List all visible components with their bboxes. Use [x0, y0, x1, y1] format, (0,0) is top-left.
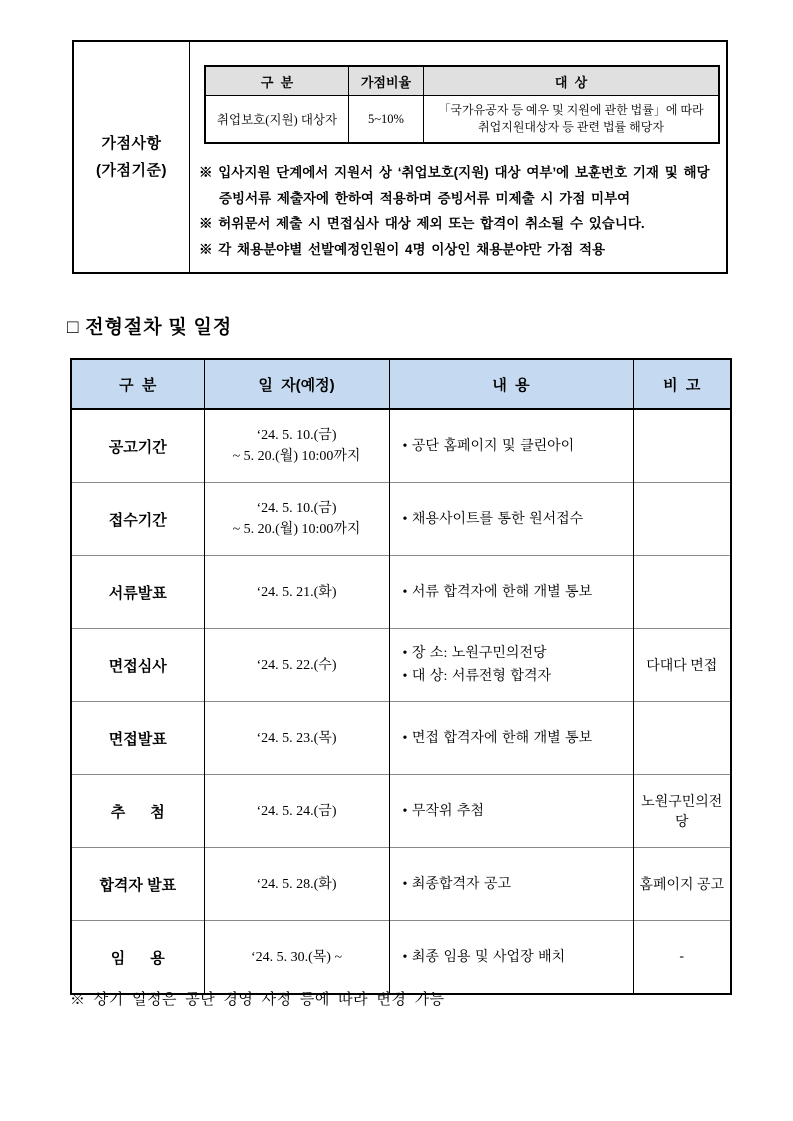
schedule-date	[204, 409, 389, 483]
schedule-date-line: ‘24. 5. 22.(수)	[256, 657, 337, 673]
bonus-target-line2: 취업지원대상자 등 관련 법률 해당자	[478, 120, 664, 134]
schedule-content-line: • 서류 합격자에 한해 개별 통보	[402, 584, 593, 600]
schedule-header-content: 내 용	[389, 359, 633, 409]
bonus-target-line1: 「국가유공자 등 예우 및 지원에 관한 법률」에 따라	[438, 103, 704, 117]
bonus-label-line2: (가점기준)	[96, 162, 167, 179]
schedule-row-final-result	[71, 848, 731, 921]
schedule-date-line: ~ 5. 20.(월) 10:00까지	[232, 449, 361, 464]
schedule-remark: 다대다 면접	[633, 629, 731, 702]
schedule-content	[389, 848, 633, 921]
schedule-category: 공고기간	[71, 409, 204, 483]
schedule-remark	[633, 409, 731, 483]
schedule-date	[204, 483, 389, 556]
schedule-date-line: ‘24. 5. 24.(금)	[256, 803, 337, 819]
bonus-detail-target	[424, 96, 720, 144]
schedule-remark: 노원구민의전당	[633, 775, 731, 848]
schedule-content-line: • 무작위 추첨	[402, 803, 485, 819]
schedule-date-line: ‘24. 5. 28.(화)	[256, 876, 337, 892]
schedule-row-interview-result	[71, 702, 731, 775]
schedule-content	[389, 702, 633, 775]
schedule-category: 임 용	[71, 921, 204, 995]
bonus-detail-header-category: 구 분	[205, 66, 349, 96]
schedule-row-appointment	[71, 921, 731, 995]
bonus-note-3: ※ 각 채용분야별 선발예정인원이 4명 이상인 채용분야만 가점 적용	[199, 241, 606, 257]
schedule-date	[204, 556, 389, 629]
bonus-label-cell	[73, 41, 190, 273]
schedule-row-lottery	[71, 775, 731, 848]
schedule-date-line: ~ 5. 20.(월) 10:00까지	[232, 522, 361, 537]
bonus-notes	[199, 160, 718, 262]
schedule-content-line: • 채용사이트를 통한 원서접수	[402, 511, 584, 527]
bonus-content-cell	[190, 41, 728, 273]
schedule-header-date: 일 자(예정)	[204, 359, 389, 409]
schedule-header-category: 구 분	[71, 359, 204, 409]
schedule-remark	[633, 556, 731, 629]
bonus-note-1: ※ 입사지원 단계에서 지원서 상 ‘취업보호(지원) 대상 여부’에 보훈번호 기재 및 해당 증빙서류 제출자에 한하여 적용하며 증빙서류 미제출 시 가점 미부여	[199, 165, 710, 206]
schedule-row-announcement	[71, 409, 731, 483]
schedule-category: 합격자 발표	[71, 848, 204, 921]
schedule-row-document-result	[71, 556, 731, 629]
schedule-content-line: • 장 소: 노원구민의전당	[402, 646, 547, 661]
bonus-detail-header-rate: 가점비율	[349, 66, 424, 96]
schedule-date	[204, 775, 389, 848]
bonus-detail-header-target: 대 상	[424, 66, 720, 96]
schedule-content	[389, 921, 633, 995]
bonus-row	[73, 41, 727, 273]
schedule-remark: -	[633, 921, 731, 995]
schedule-content-line: • 최종합격자 공고	[402, 876, 512, 892]
schedule-category: 면접심사	[71, 629, 204, 702]
schedule-row-application	[71, 483, 731, 556]
schedule-content	[389, 775, 633, 848]
schedule-content-line: • 공단 홈페이지 및 클린아이	[402, 438, 575, 454]
schedule-date-line: ‘24. 5. 10.(금)	[256, 501, 337, 516]
bonus-detail-data-row	[205, 96, 719, 144]
schedule-content	[389, 409, 633, 483]
schedule-category: 면접발표	[71, 702, 204, 775]
schedule-table	[70, 358, 732, 995]
schedule-header-row	[71, 359, 731, 409]
schedule-date	[204, 702, 389, 775]
schedule-category: 서류발표	[71, 556, 204, 629]
schedule-content-line: • 면접 합격자에 한해 개별 통보	[402, 730, 593, 746]
schedule-content	[389, 483, 633, 556]
bonus-detail-category: 취업보호(지원) 대상자	[205, 96, 349, 144]
schedule-date	[204, 629, 389, 702]
schedule-section-heading: □ 전형절차 및 일정	[67, 317, 233, 338]
schedule-date-line: ‘24. 5. 23.(목)	[256, 730, 337, 746]
bonus-detail-header-row	[205, 66, 719, 96]
bonus-detail-table	[204, 65, 720, 144]
bonus-criteria-table	[72, 40, 728, 274]
bonus-note-2: ※ 허위문서 제출 시 면접심사 대상 제외 또는 합격이 취소될 수 있습니다.	[199, 216, 645, 231]
schedule-remark: 홈페이지 공고	[633, 848, 731, 921]
schedule-content	[389, 556, 633, 629]
schedule-remark	[633, 702, 731, 775]
schedule-date	[204, 921, 389, 995]
schedule-date-line: ‘24. 5. 10.(금)	[256, 428, 337, 443]
schedule-category: 접수기간	[71, 483, 204, 556]
bonus-detail-rate: 5~10%	[349, 96, 424, 144]
schedule-category: 추 첨	[71, 775, 204, 848]
bonus-label-line1: 가점사항	[101, 135, 162, 152]
schedule-footnote: ※ 상기 일정은 공단 경영 사정 등에 따라 변경 가능	[70, 992, 445, 1008]
schedule-remark	[633, 483, 731, 556]
schedule-date-line: ‘24. 5. 21.(화)	[256, 584, 337, 600]
schedule-date	[204, 848, 389, 921]
schedule-content	[389, 629, 633, 702]
schedule-content-line: • 최종 임용 및 사업장 배치	[402, 949, 566, 965]
schedule-date-line: ‘24. 5. 30.(목) ~	[250, 949, 343, 965]
schedule-row-interview	[71, 629, 731, 702]
schedule-content-line: • 대 상: 서류전형 합격자	[402, 669, 552, 684]
schedule-header-remark: 비 고	[633, 359, 731, 409]
